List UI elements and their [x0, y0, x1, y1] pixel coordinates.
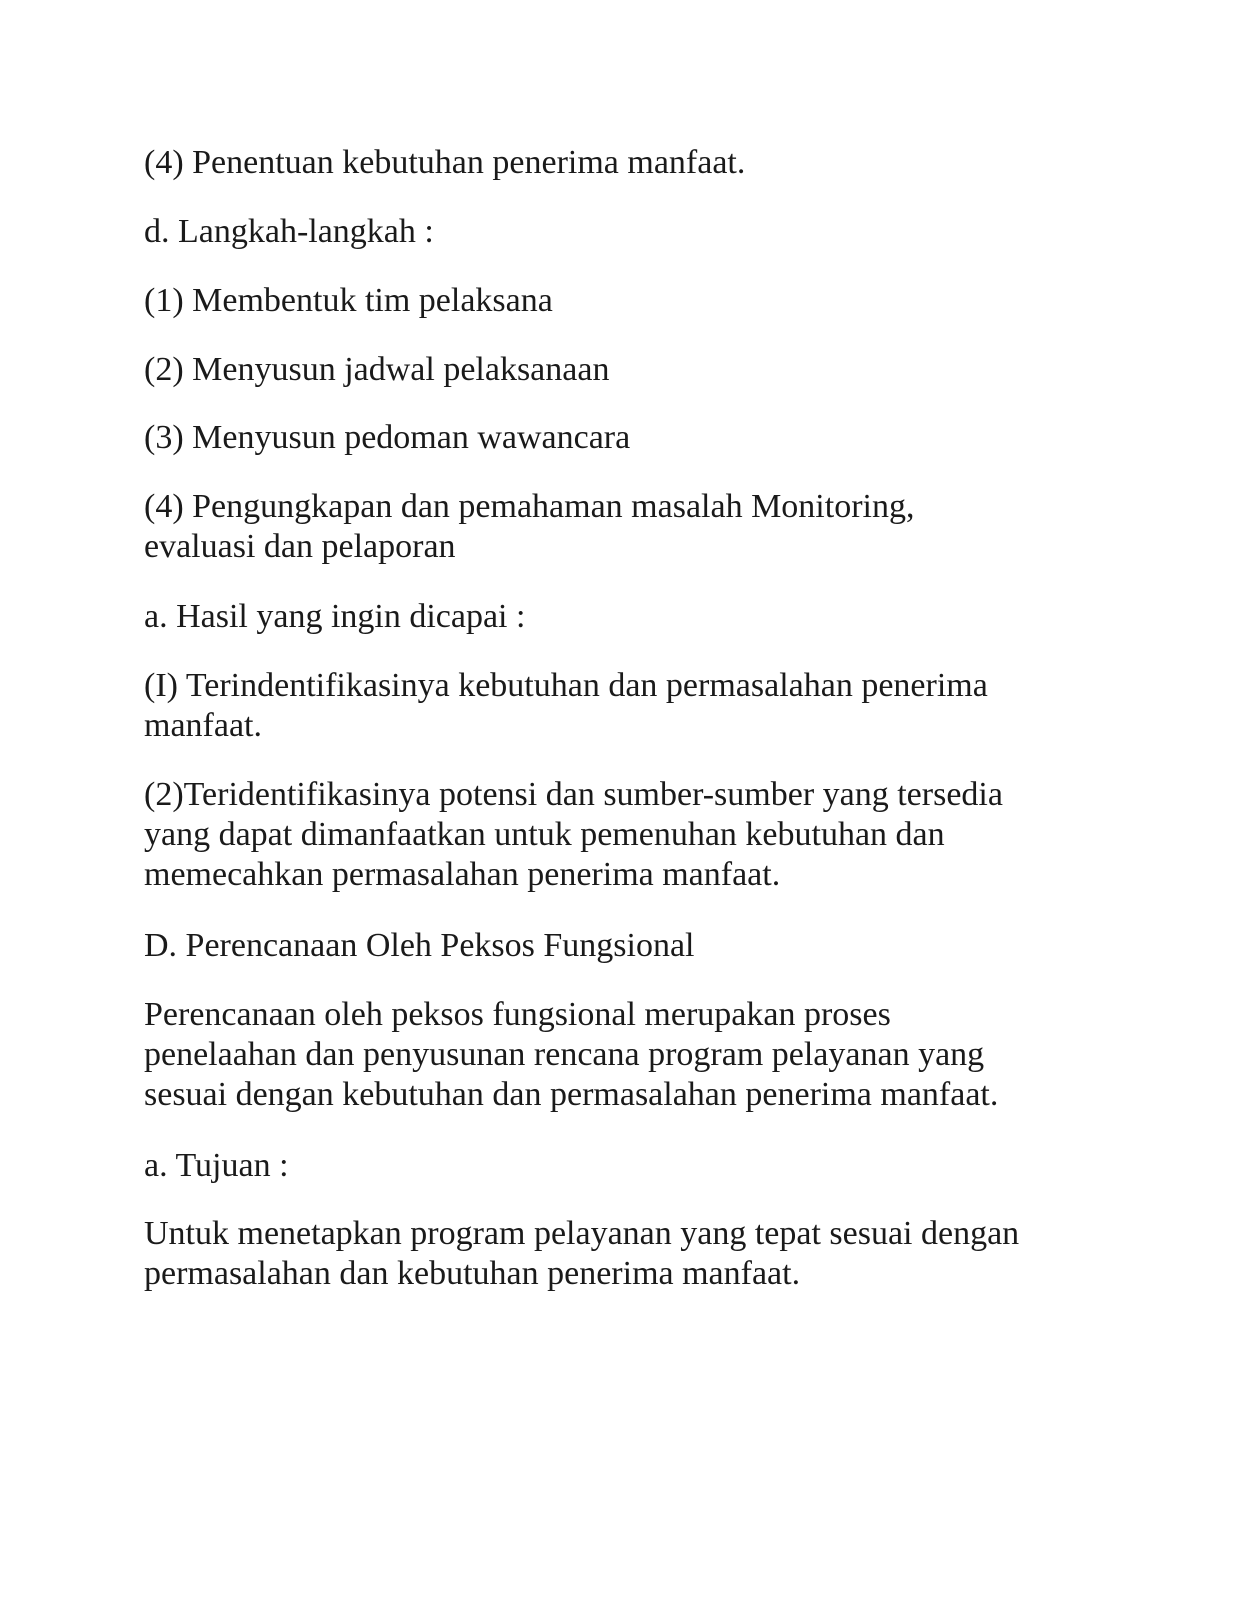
- list-item-4-penentuan: (4) Penentuan kebutuhan penerima manfaat.: [144, 144, 746, 181]
- list-item-2-teridentifikasi: (2)Teridentifikasinya potensi dan sumber-sumber yang tersedia yang dapat dimanfaatkan untuk pemenuhan kebutuhan dan memecahkan permasalahan penerima manfaat.: [144, 776, 1003, 893]
- section-heading-langkah: d. Langkah-langkah :: [144, 213, 434, 250]
- list-item-2-jadwal: (2) Menyusun jadwal pelaksanaan: [144, 351, 610, 388]
- body-paragraph-tujuan: Untuk menetapkan program pelayanan yang tepat sesuai dengan permasalahan dan kebutuhan penerima manfaat.: [144, 1215, 1020, 1292]
- section-heading-tujuan: a. Tujuan :: [144, 1147, 289, 1184]
- list-item-1-membentuk: (1) Membentuk tim pelaksana: [144, 282, 553, 319]
- list-item-4-pengungkapan: (4) Pengungkapan dan pemahaman masalah Monitoring, evaluasi dan pelaporan: [144, 488, 915, 565]
- section-heading-perencanaan: D. Perencanaan Oleh Peksos Fungsional: [144, 927, 695, 964]
- section-heading-hasil: a. Hasil yang ingin dicapai :: [144, 598, 526, 635]
- list-item-3-pedoman: (3) Menyusun pedoman wawancara: [144, 419, 631, 456]
- list-item-I-terindentifikasi: (I) Terindentifikasinya kebutuhan dan permasalahan penerima manfaat.: [144, 667, 988, 744]
- body-paragraph-perencanaan: Perencanaan oleh peksos fungsional merupakan proses penelaahan dan penyusunan rencana program pelayanan yang sesuai dengan kebutuhan dan permasalahan penerima manfaat.: [144, 996, 999, 1113]
